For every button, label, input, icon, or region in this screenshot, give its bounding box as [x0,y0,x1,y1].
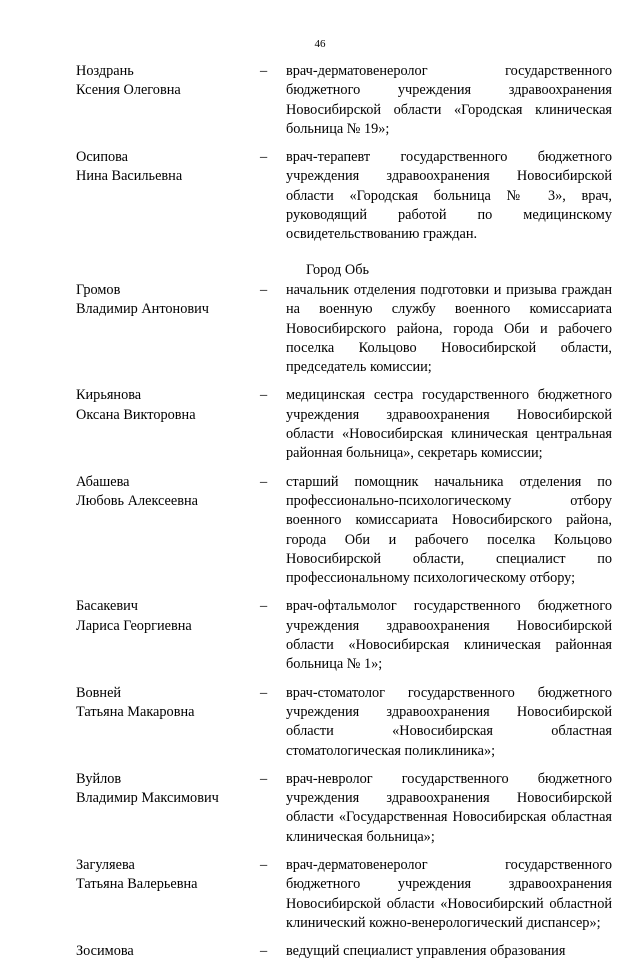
entry-abasheva [76,473,612,589]
dash: – [260,149,268,166]
position-description: врач-невролог государственного бюджетного учреждения здравоохранения Новосибирской области «Государственная Новосибирская областная клиническая больница»; [286,770,612,845]
surname: Загуляева [76,856,135,873]
dash: – [260,684,268,701]
surname: Осипова [76,149,129,166]
position-description: начальник отделения подготовки и призыва граждан на военную службу военного комиссариата Новосибирского района, города Оби и рабочего поселка Кольцово Новосибирской области, председатель комиссии; [286,281,612,376]
dash: – [260,63,268,79]
dash: – [260,387,268,404]
given-names: Оксана Викторовна [76,406,196,423]
dash: – [260,856,268,873]
surname: Басакевич [76,598,138,615]
given-names: Лариса Георгиевна [76,617,192,634]
surname: Вуйлов [76,770,122,787]
surname: Вовней [76,684,122,701]
entry-vuylov [76,770,612,847]
position-description: врач-стоматолог государственного бюджетного учреждения здравоохранения Новосибирской области «Новосибирская областная стоматологическая поликлиника»; [286,684,612,759]
dash: – [260,281,268,298]
person-name [76,942,260,961]
entry-osipova [76,148,612,244]
position-description: врач-терапевт государственного бюджетного учреждения здравоохранения Новосибирской области «Городская больница № 3», врач, руководящий работой по медицинскому освидетельствованию граждан. [286,149,612,243]
entry-zagulyaeva [76,856,612,933]
given-names: Татьяна Макаровна [76,703,195,720]
position-description: медицинская сестра государственного бюджетного учреждения здравоохранения Новосибирской области «Новосибирская клиническая центральная районная больница», секретарь комиссии; [286,387,612,462]
given-names: Нина Васильевна [76,168,183,185]
section-title: Город Обь [306,261,370,278]
position-description: старший помощник начальника отделения по профессионально-психологическому отбору военного комиссариата Новосибирского района, города Оби и рабочего поселка Кольцово Новосибирской области, специалист по профессиональному психологическому отбору; [286,473,612,587]
given-names: Владимир Максимович [76,790,219,807]
document-body [76,62,612,970]
entry-basakevich [76,597,612,674]
dash: – [260,473,268,490]
dash: – [260,943,268,960]
given-names: Ксения Олеговна [76,82,181,99]
dash: – [260,598,268,615]
person-name [76,770,260,847]
surname: Громов [76,281,121,298]
entry-vovney [76,684,612,761]
given-names: Любовь Алексеевна [76,492,198,509]
entry-zosimova [76,942,612,961]
given-names: Владимир Антонович [76,301,209,318]
surname: Кирьянова [76,387,142,404]
entry-nozdran [76,62,612,139]
person-name [76,281,260,377]
dash: – [260,770,268,787]
surname: Абашева [76,473,130,490]
person-name [76,386,260,463]
person-name [76,148,260,244]
page-number: 46 [314,38,326,50]
entry-kiryanova [76,386,612,463]
person-name [76,473,260,589]
position-description: врач-офтальмолог государственного бюджетного учреждения здравоохранения Новосибирской области «Новосибирская клиническая районная больница № 1»; [286,598,612,673]
given-names: Татьяна Валерьевна [76,876,198,893]
surname: Ноздрань [76,63,134,79]
entry-gromov [76,281,612,377]
position-description: врач-дерматовенеролог государственного бюджетного учреждения здравоохранения Новосибирской области «Городская клиническая больница № 19»; [286,63,612,137]
surname: Зосимова [76,943,134,960]
position-description: врач-дерматовенеролог государственного бюджетного учреждения здравоохранения Новосибирской области «Новосибирский областной клинический кожно-венерологический диспансер»; [286,856,612,931]
person-name [76,597,260,674]
person-name [76,684,260,761]
position-description: ведущий специалист управления образования [286,943,566,960]
person-name [76,62,260,139]
person-name [76,856,260,933]
